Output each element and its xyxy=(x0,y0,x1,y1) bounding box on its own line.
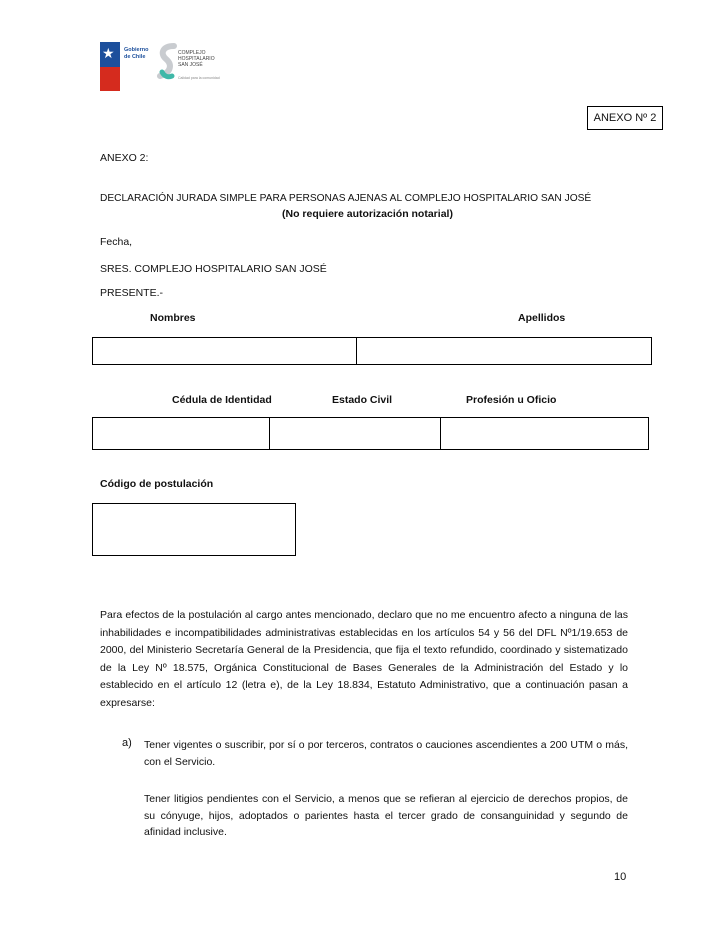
profesion-label: Profesión u Oficio xyxy=(466,394,557,406)
chsj-s-icon xyxy=(156,42,178,82)
nombres-apellidos-table xyxy=(92,337,652,365)
chsj-logo-text: COMPLEJO HOSPITALARIO SAN JOSÉ xyxy=(178,50,215,68)
star-icon: ★ xyxy=(102,45,115,61)
presente-label: PRESENTE.- xyxy=(100,287,164,299)
estado-civil-field[interactable] xyxy=(270,418,441,449)
item-a-text: Tener vigentes o suscribir, por sí o por terceros, contratos o cauciones ascendientes a 200 UTM o más, con el Servicio. xyxy=(144,739,628,768)
item-a-letter: a) xyxy=(122,737,132,749)
cedula-label: Cédula de Identidad xyxy=(172,394,272,406)
codigo-postulacion-field[interactable] xyxy=(92,503,296,556)
gobierno-logo-text: Gobierno de Chile xyxy=(124,47,149,60)
nombres-field[interactable] xyxy=(93,338,357,364)
apellidos-field[interactable] xyxy=(357,338,651,364)
cedula-field[interactable] xyxy=(93,418,270,449)
gobierno-de-chile-logo xyxy=(100,42,148,91)
codigo-postulacion-label: Código de postulación xyxy=(100,478,214,490)
flag-red-block xyxy=(100,67,120,91)
addressee: SRES. COMPLEJO HOSPITALARIO SAN JOSÉ xyxy=(100,263,327,275)
document-title: DECLARACIÓN JURADA SIMPLE PARA PERSONAS AJENAS AL COMPLEJO HOSPITALARIO SAN JOSÉ xyxy=(100,193,592,204)
chsj-logo-tagline: Calidad para la comunidad xyxy=(178,76,220,80)
estado-civil-label: Estado Civil xyxy=(332,394,393,406)
nombres-label: Nombres xyxy=(150,312,196,324)
item-b-text: Tener litigios pendientes con el Servicio, a menos que se refieran al ejercicio de derechos propios, de su cónyuge, hijos, adoptados o parientes hasta el tercer grado de consanguinidad y segundo de afinidad inclusive. xyxy=(144,793,628,838)
complejo-hospitalario-logo xyxy=(156,42,226,82)
datos-personales-table xyxy=(92,417,649,450)
page-number: 10 xyxy=(614,871,627,883)
anexo-heading: ANEXO 2: xyxy=(100,152,149,164)
fecha-label: Fecha, xyxy=(100,236,133,248)
document-subtitle: (No requiere autorización notarial) xyxy=(282,208,453,220)
profesion-field[interactable] xyxy=(441,418,648,449)
declaration-paragraph: Para efectos de la postulación al cargo antes mencionado, declaro que no me encuentro afecto a ninguna de las inhabilidades e incompatibilidades administrativas establecidas en los artículos 54 y 56 del DFL Nº1/19.653 de 2000, del Ministerio Secretaría General de la Presidencia, que fija el texto refundido, coordinado y sistematizado de la Ley Nº 18.575, Orgánica Constitucional de Bases Generales de la Administración del Estado y lo establecido en el artículo 12 (letra e), de la Ley 18.834, Estatuto Administrativo, que a continuación pasan a expresarse: xyxy=(100,609,628,709)
anexo-box: ANEXO Nº 2 xyxy=(587,106,663,130)
apellidos-label: Apellidos xyxy=(518,312,566,324)
